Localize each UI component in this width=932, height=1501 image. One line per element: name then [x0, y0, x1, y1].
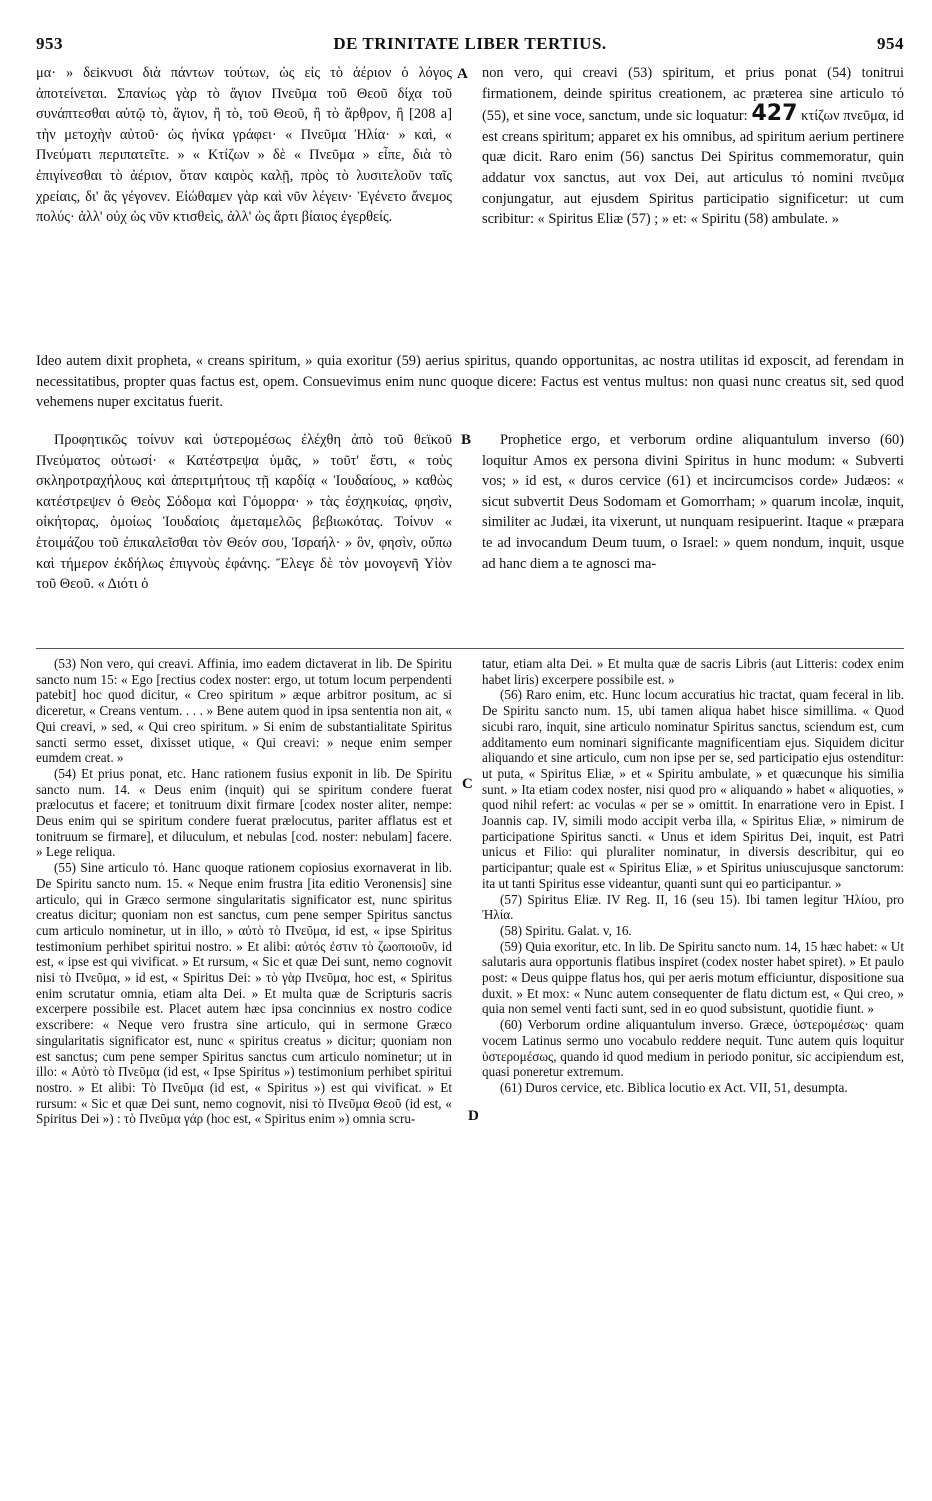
note-57: (57) Spiritus Eliæ. IV Reg. II, 16 (seu 15). Ibi tamen legitur Ἠλίου, pro Ἠλία.: [482, 891, 904, 923]
margin-letter-c: C: [462, 776, 473, 792]
notes-left-column: [36, 656, 452, 1127]
note-53: (53) Non vero, qui creavi. Affinia, imo eadem dictaverat in lib. De Spiritu sancto num 15: « Ego [rectius codex noster: ergo, ut totum locum perpendenti patebit] hoc quod dicitur, « Creo spiritum » æque arbitror positum, ac si diceretur, « Creans ventum. . . . » Bene autem quod in ipsa sententia non ait, « Qui creavi, » sed, « Qui creo spiritum. » Si enim de substantialitate Spiritus sancti sermo esset, dixisset utique, « Qui creavi: » neque enim semper eumdem creat. »: [36, 656, 452, 766]
top-latin-column: [482, 63, 904, 230]
page-number-right: 954: [877, 34, 904, 53]
wide-latin-block: [36, 351, 904, 413]
note-55: (55) Sine articulo τό. Hanc quoque rationem copiosius exornaverat in lib. De Spiritu sancto num. 15. « Neque enim frustra [ita editio Veronensis] sine articulo, qui in Græco sermone singularitatis significator est, nunc spiritus creatus dicitur; quoniam non est sanctus, cum pene semper Spiritus sanctus cum articulo nominetur, ut in illo, » αὐτὸ τὸ Πνεῦμα, id est, « ipse Spiritus testimonium perhibet spiritui nostro. » Et alibi: αὐτός ἐστιν τὸ ζωοποιοῦν, id est, « ipse est qui vivificat. » Et rursum, « Sic et quæ Dei sunt, nemo cognovit nisi τὸ Πνεῦμα, » id est, « Spiritus Dei: » τὸ γὰρ Πνεῦμα, hoc est, « Spiritus enim scrutatur omnia, etiam alta Dei. » Et multa quæ de Scripturis sacris excerpere possibile est. Placet autem hæc ipsa concinnius ex nostro codice exscribere: « Neque vero frustra sine articulo, qui in sermone Græco singularitatis significator est, nunc « spiritus creatus » dicitur; quoniam non est sanctus; cum pene semper Spiritus sanctus cum articulo nominetur; ut in illo: « Αὐτὸ τὸ Πνεῦμα (id est, « Ipse Spiritus ») testimonium perhibet spiritui nostro. » Et alibi: Τὸ Πνεῦμα (id est, « Spiritus ») est qui vivificat. » Et rursum: « Sic et quæ Dei sunt, nemo cognovit, nisi τὸ Πνεῦμα Θεοῦ (id est, « Spiritus Dei ») : τὸ Πνεῦμα γάρ (hoc est, « Spiritus enim ») omnia scru-: [36, 860, 452, 1127]
top-latin-part-a: non vero, qui creavi (53) spiritum, et prius ponat (54) tonitrui firmationem, deinde spiritus creationem, ac præterea sine articulo τό (55), et sine voce, sanctum, unde sic loquatur:: [482, 65, 904, 125]
note-54: (54) Et prius ponat, etc. Hanc rationem fusius exponit in lib. De Spiritu sancto num. 14. « Deus enim (inquit) qui se spiritum condere fuerat prælocutus et facere; et tonitruum dixit firmare [codex noster aliter, nempe: Deus enim qui se spiritum condere fuerat prælocutus, pariter afflatus est et tonitruum se firmare], et diluculum, et nebulas [cod. noster: nebulam] facere. » Lege reliqua.: [36, 765, 452, 860]
note-56: (56) Raro enim, etc. Hunc locum accuratius hic tractat, quam feceral in lib. De Spiritu sancto num. 15, ubi tamen aliqua habet hisce simillima. « Quod sicubi raro, inquit, sine articulo nominatur Spiritus sanctus, sciendum est, cum additamento eum nominari significante magnificentiam ejus. Siquidem dicitur aliquando et sine articulo, cum non ipse per se, sed participatio ejus ostenditur: ut puta, « Spiritus Eliæ, » et « Spiritu ambulate, » et quæcunque his similia sunt. » Ita etiam codex noster, nisi quod pro « aliquando » habet « aliquoties, » quod nihil refert: ac voculas « per se » omittit. In enarratione vero in Epist. I Joannis cap. IV, simili modo accipit verba illa, « Spiritus Eliæ, » nimirum de participatione Spiritus sancti. « Unus et idem Spiritus Dei, inquit, est Patri unicus et Filio: qui pluraliter nominatur, in diversis describitur, qui eo participantur; quale est « Spiritus Eliæ, » et Spiritus uniuscujusque sanctorum: ita ut tanti Spiritus esse videantur, quanti sunt qui eo participantur. »: [482, 687, 904, 891]
top-latin-paragraph: [482, 63, 904, 230]
notes-right-column: [482, 656, 904, 1096]
top-greek-paragraph: μα· » δεiκνυσι διὰ πάντων τούτων, ὡς εἰς τὸ ἀέριον ὁ λόγος ἀποτείνεται. Σπανίως γὰρ τὸ ἅγιον Πνεῦμα τοῦ Θεοῦ δίχα τοῦ συνάπτεσθαι αὐτῷ τὸ, ἅγιον, ἢ τὸ, τοῦ Θεοῦ, ἢ τὸ ἄρθρον, ἢ [208 a] τὴν μετοχὴν αὐτοῦ· ὡς ἡνίκα γράφει· « Πνεῦμα Ἠλία· » καὶ, « Πνεύματι περιπατεῖτε. » « Κτίζων » δὲ « Πνεῦμα » εἶπε, διὰ τὸ ἐπιγίνεσθαι τὸ ἀέριον, ὅταν καιρὸς καλῇ, πρὸς τὸ λυσιτελοῦν ταῖς χρείαις, δι' ἃς γέγονεν. Εἰώθαμεν γὰρ καὶ νῦν λέγειν· Ἐγένετο ἄνεμος πολύς· ἀλλ' οὐχ ὡς νῦν κτισθεὶς, ἀλλ' ὡς ἄρτι βίαιος ἐγερθείς.: [36, 65, 452, 226]
note-61: (61) Duros cervice, etc. Biblica locutio ex Act. VII, 51, desumpta.: [500, 1079, 848, 1095]
middle-greek-paragraph: Προφητικῶς τοίνυν καὶ ὑστερομέσως ἐλέχθη ἀπὸ τοῦ θεϊκοῦ Πνεύματος οὑτωσί· « Κατέστρεψα ὑμᾶς, » τοῦτ' ἔστι, « τοὺς σκληροτραχήλους καὶ ἀπεριτμήτους τῇ καρδίᾳ « Ἰουδαίους, » καθὼς κατέστρεψεν ὁ Θεὸς Σόδομα καὶ Γόμορρα· » τὰς ἐσχηκυίας, φησὶν, οἰκήτορας, ὁμοίως Ἰουδαίοις ἀμεταμελῶς βεβιωκότας. Τοίνυν « ἑτοιμάζου τοῦ ἐπικαλεῖσθαι τὸν Θεόν σου, Ἰσραήλ· » ὃν, φησὶν, οὔπω καὶ τήμερον ἐκδήλως ἐπιγνοὺς ἐφάνης. Ἔλεγε δὲ τὸν μονογενῆ Υἱὸν τοῦ Θεοῦ. « Διότι ὁ: [36, 432, 452, 593]
wide-latin-paragraph: Ideo autem dixit propheta, « creans spiritum, » quia exoritur (59) aerius spiritus, quando opportunitas, ac nostra utilitas id exposcit, ad ferendam in necessitatibus, propter quas factus est, opem. Consuevimus enim nunc quoque dicere: Factus est ventus multus: non quasi nunc creatus sit, sed quod vehemens nuper excitatus fuerit.: [36, 353, 904, 411]
margin-letter-a: A: [457, 66, 468, 82]
running-title: DE TRINITATE LIBER TERTIUS.: [333, 34, 607, 53]
note-59: (59) Quia exoritur, etc. In lib. De Spiritu sancto num. 14, 15 hæc habet: « Ut salutaris aura opportunis flatibus inspiret (codex noster habet spiret). » Et paulo post: « Deus quippe flatus hos, qui per aeris motum efficiuntur, dispositione sua duxit. » Et mox: « Nunc autem consequenter de flatu dictum est, « Qui creo, » quia non semel venti facti sunt, sed in eo quod subsistunt, quotidie fiunt. »: [482, 938, 904, 1017]
margin-letter-d: D: [468, 1108, 479, 1124]
inline-page-number: 427: [751, 101, 798, 127]
middle-latin-column: [482, 430, 904, 574]
running-header: [36, 34, 904, 56]
note-60: (60) Verborum ordine aliquantulum inverso. Græce, ὑστερομέσως· quam vocem Latinus sermo uno vocabulo reddere nequit. Tunc autem quis loquitur ὑστερομέσως, quando id quod medium in periodo ponitur, sic accipiendum est, quasi poneretur extremum.: [482, 1017, 904, 1080]
top-greek-column: [36, 63, 452, 228]
page-number-left: 953: [36, 34, 63, 53]
section-divider: [36, 648, 904, 649]
margin-letter-b: B: [461, 432, 472, 448]
note-58: (58) Spiritu. Galat. v, 16.: [500, 922, 632, 938]
middle-greek-column: [36, 430, 452, 595]
top-latin-part-b: κτίζων πνεῦμα, id est creans spiritum; apparet ex his omnibus, ad spiritum aerium pertinere quæ dicit. Raro enim (56) sanctus Dei Spiritus commemoratur, quin addatur vox sanctus, aut vox Dei, aut articulus τό nomini πνεῦμα conjungatur, aut ejusdem Spiritus participatio significetur: ut cum scribitur: « Spiritus Eliæ (57) ; » et: « Spiritu (58) ambulate. »: [482, 108, 904, 228]
middle-latin-paragraph: Prophetice ergo, et verborum ordine aliquantulum inverso (60) loquitur Amos ex persona divini Spiritus in hunc modum: « Subverti vos; » id est, « duros cervice (61) et incircumcisos corde» Judæos: « sicut subvertit Deus Sodomam et Gomorrham; » quarum incolæ, inquit, similiter ac Judæi, ita vixerunt, ut nunquam resipuerint. Itaque « præpara te ad invocandum Deum tuum, o Israel: » quem nondum, inquit, usque ad hanc diem a te agnosci ma-: [482, 432, 904, 572]
note-55-continued: tatur, etiam alta Dei. » Et multa quæ de sacris Libris (aut Litteris: codex enim habet liris) excerpere possibile est. »: [482, 656, 904, 687]
